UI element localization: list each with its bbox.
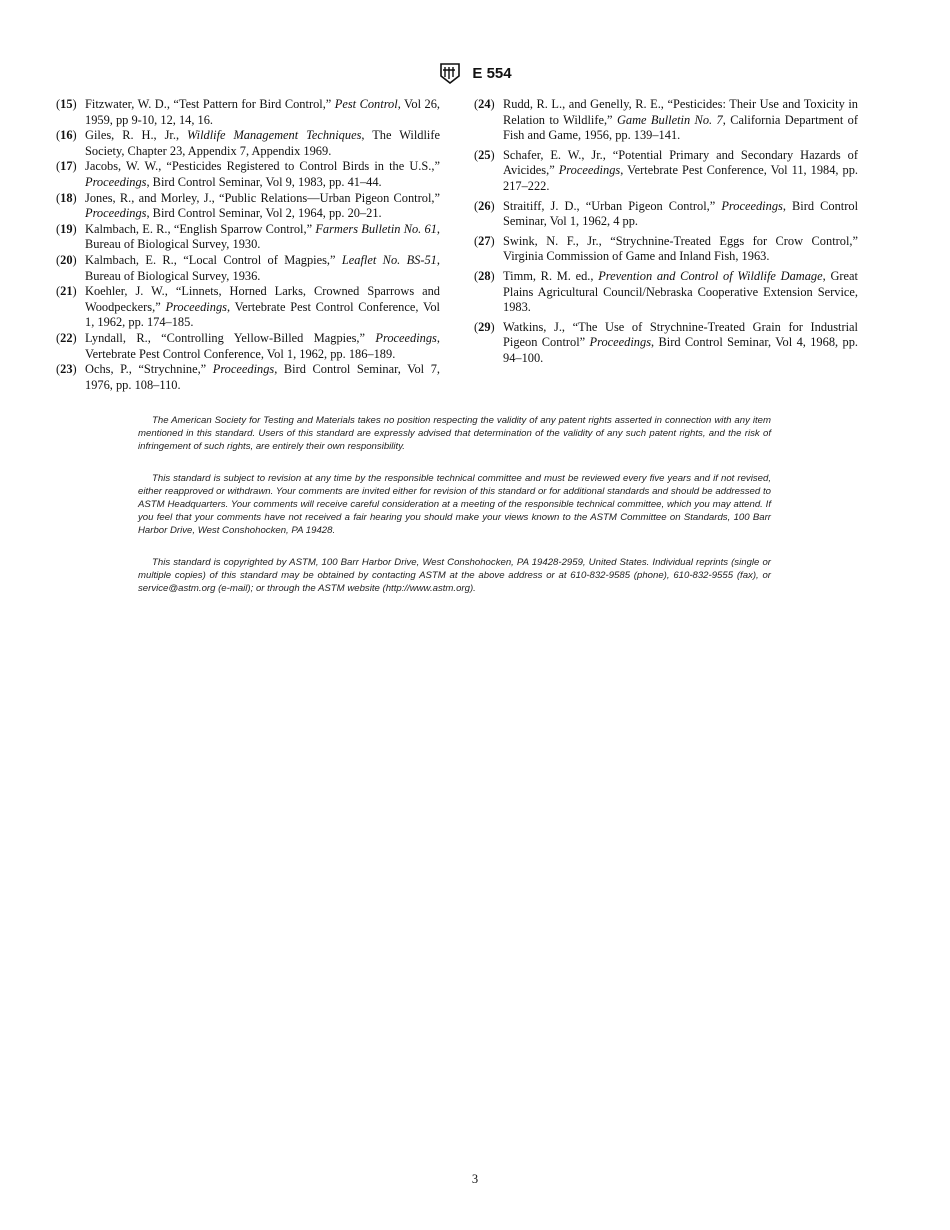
reference-text: Kalmbach, E. R., “Local Control of Magpies,” Leaflet No. BS-51, Bureau of Biological Survey, 1936. (85, 252, 440, 283)
reference-item (474, 97, 858, 144)
reference-text: Schafer, E. W., Jr., “Potential Primary and Secondary Hazards of Avicides,” Proceedings, Vertebrate Pest Conference, Vol 11, 1984, pp. 217–222. (503, 147, 858, 193)
reference-number: (18) (56, 190, 77, 205)
reference-text: Rudd, R. L., and Genelly, R. E., “Pesticides: Their Use and Toxicity in Relation to Wildlife,” Game Bulletin No. 7, California Department of Fish and Game, 1956, pp. 139–141. (503, 97, 859, 143)
reference-item (474, 269, 858, 316)
reference-item (474, 320, 858, 367)
astm-logo-icon (438, 62, 462, 84)
reference-text: Kalmbach, E. R., “English Sparrow Control,” Farmers Bulletin No. 61, Bureau of Biological Survey, 1930. (85, 221, 441, 252)
reference-number: (20) (56, 252, 77, 267)
reference-number: (16) (56, 128, 77, 143)
reference-number: (24) (474, 97, 495, 111)
legal-notices (138, 414, 771, 614)
reference-number: (25) (474, 147, 495, 162)
reference-text: Koehler, J. W., “Linnets, Horned Larks, Crowned Sparrows and Woodpeckers,” Proceedings, Vertebrate Pest Control Conference, Vol 1, 1962, pp. 174–185. (85, 284, 440, 330)
reference-number: (28) (474, 268, 495, 283)
standard-designation: E 554 (472, 64, 512, 82)
reference-number: (21) (56, 284, 77, 299)
reference-text: Watkins, J., “The Use of Strychnine-Treated Grain for Industrial Pigeon Control” Proceedings, Bird Control Seminar, Vol 4, 1968, pp. 94–100. (503, 319, 858, 365)
page-number: 3 (471, 1172, 479, 1186)
reference-item (474, 234, 858, 265)
copyright-notice: This standard is copyrighted by ASTM, 100 Barr Harbor Drive, West Conshohocken, PA 19428-2959, United States. Individual reprints (single or multiple copies) of this standard may be obtained by contacting ASTM at the above address or at 610-832-9585 (phone), 610-832-9555 (fax), or service@astm.org (e-mail); or through the ASTM website (http://www.astm.org). (138, 557, 771, 594)
reference-text: Fitzwater, W. D., “Test Pattern for Bird Control,” Pest Control, Vol 26, 1959, pp 9-10, 12, 14, 16. (85, 97, 441, 127)
reference-item (56, 191, 440, 222)
reference-text: Jones, R., and Morley, J., “Public Relations—Urban Pigeon Control,” Proceedings, Bird Control Seminar, Vol 2, 1964, pp. 20–21. (85, 190, 440, 221)
reference-number: (22) (56, 330, 77, 345)
reference-number: (23) (56, 362, 77, 377)
reference-text: Giles, R. H., Jr., Wildlife Management Techniques, The Wildlife Society, Chapter 23, Appendix 7, Appendix 1969. (85, 128, 440, 158)
reference-item (474, 148, 858, 195)
reference-number: (17) (56, 159, 77, 174)
reference-text: Lyndall, R., “Controlling Yellow-Billed Magpies,” Proceedings, Vertebrate Pest Control Conference, Vol 1, 1962, pp. 186–189. (85, 330, 440, 361)
patent-notice: The American Society for Testing and Materials takes no position respecting the validity of any patent rights asserted in connection with any item mentioned in this standard. Users of this standard are expressly advised that determination of the validity of any such patent rights, and the risk of infringement of such rights, are entirely their own responsibility. (138, 415, 771, 452)
reference-number: (27) (474, 233, 495, 248)
reference-number: (19) (56, 221, 77, 236)
reference-item (56, 128, 440, 159)
reference-text: Ochs, P., “Strychnine,” Proceedings, Bird Control Seminar, Vol 7, 1976, pp. 108–110. (85, 362, 440, 392)
page-header (0, 62, 950, 84)
reference-number: (29) (474, 319, 495, 334)
reference-item (56, 97, 440, 128)
reference-number: (26) (474, 198, 495, 213)
reference-item (56, 331, 440, 362)
reference-item (56, 362, 440, 393)
reference-text: Timm, R. M. ed., Prevention and Control of Wildlife Damage, Great Plains Agricultural Council/Nebraska Cooperative Extension Service, 1983. (503, 268, 858, 315)
reference-item (474, 199, 858, 230)
references-right-column (474, 97, 858, 371)
reference-item (56, 284, 440, 331)
reference-item (56, 253, 440, 284)
reference-number: (15) (56, 97, 77, 111)
reference-text: Jacobs, W. W., “Pesticides Registered to Control Birds in the U.S.,” Proceedings, Bird Control Seminar, Vol 9, 1983, pp. 41–44. (85, 159, 440, 189)
revision-notice: This standard is subject to revision at any time by the responsible technical committee and must be reviewed every five years and if not revised, either reapproved or withdrawn. Your comments are invited either for revision of this standard or for additional standards and should be addressed to ASTM Headquarters. Your comments will receive careful consideration at a meeting of the responsible technical committee, which you may attend. If you feel that your comments have not received a fair hearing you should make your views known to the ASTM Committee on Standards, 100 Barr Harbor Drive, West Conshohocken, PA 19428. (138, 473, 771, 536)
references-left-column (56, 97, 440, 393)
reference-item (56, 159, 440, 190)
reference-item (56, 222, 440, 253)
reference-text: Swink, N. F., Jr., “Strychnine-Treated Eggs for Crow Control,” Virginia Commission of Game and Inland Fish, 1963. (503, 233, 858, 264)
reference-text: Straitiff, J. D., “Urban Pigeon Control,” Proceedings, Bird Control Seminar, Vol 1, 1962, 4 pp. (503, 198, 859, 229)
